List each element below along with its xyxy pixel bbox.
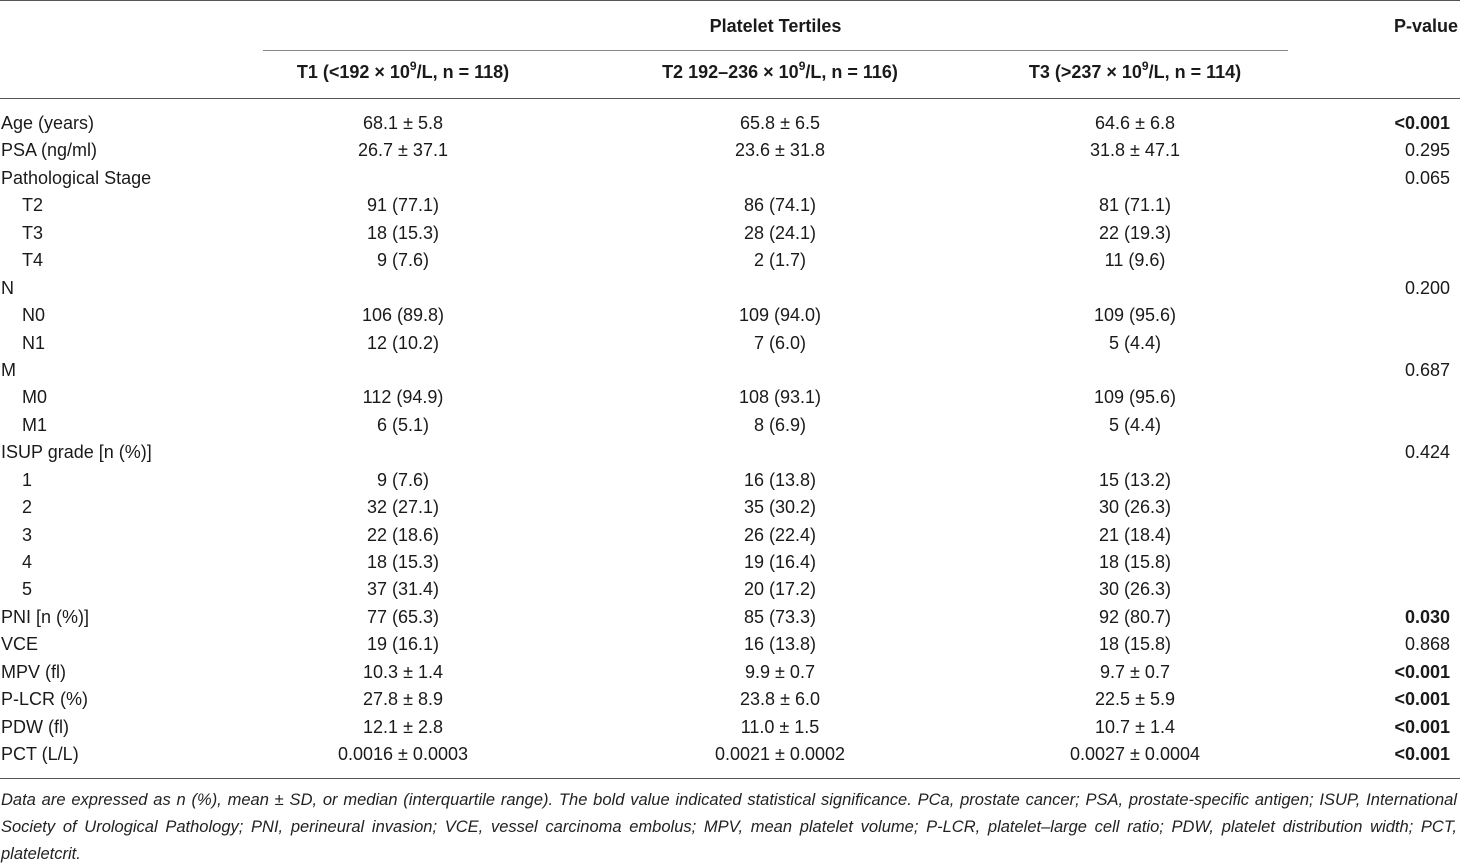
table-row bbox=[0, 137, 1460, 164]
cell-t2: 65.8 ± 6.5 bbox=[740, 113, 820, 133]
table-row bbox=[0, 247, 1460, 274]
cell-t2: 109 (94.0) bbox=[738, 305, 822, 326]
table-row bbox=[0, 714, 1460, 741]
table-row bbox=[0, 631, 1460, 658]
row-label: P-LCR (%) bbox=[1, 689, 89, 710]
cell-t1: 91 (77.1) bbox=[366, 195, 440, 216]
table-footnote: Data are expressed as n (%), mean ± SD, or median (interquartile range). The bold value indicated statistical significance. PCa, prostate cancer; PSA, prostate-specific antigen; ISUP, International Society of Urological Pathology; PNI, perineural invasion; VCE, vessel carcinoma embolus; MPV, mean platelet volume; P-LCR, platelet–large cell ratio; PDW, platelet distribution width; PCT, plateletcrit. bbox=[1, 791, 1457, 863]
cell-t2: 16 (13.8) bbox=[743, 634, 817, 655]
cell-p-value: 0.200 bbox=[1404, 277, 1450, 298]
p-value-header: P-value bbox=[1393, 16, 1458, 36]
cell-t1: 106 (89.8) bbox=[361, 305, 445, 326]
cell-t2: 23.6 ± 31.8 bbox=[735, 140, 825, 161]
cell-t1: 32 (27.1) bbox=[366, 497, 440, 518]
cell-t1: 18 (15.3) bbox=[366, 222, 440, 243]
cell-t1: 9 (7.6) bbox=[376, 250, 430, 271]
cell-t1: 9 (7.6) bbox=[376, 469, 430, 490]
column-header-t1: T1 ($<192 \times 10^9/L$, n = 118) bbox=[296, 59, 510, 82]
cell-t2: 16 (13.8) bbox=[743, 469, 817, 490]
cell-p-value: 0.295 bbox=[1404, 140, 1450, 161]
row-label: M1 bbox=[22, 414, 48, 435]
row-label: T3 bbox=[22, 222, 44, 243]
row-label: 1 bbox=[22, 469, 33, 490]
row-label: 2 bbox=[22, 497, 33, 518]
cell-t3: 109 (95.6) bbox=[1093, 387, 1177, 408]
table-row bbox=[0, 275, 1460, 302]
cell-t3: 81 (71.1) bbox=[1098, 195, 1172, 216]
cell-t3: 64.6 ± 6.8 bbox=[1095, 113, 1175, 133]
table-row bbox=[0, 330, 1460, 357]
cell-t1: 12 (10.2) bbox=[366, 332, 440, 353]
row-label: Pathological Stage bbox=[1, 167, 152, 188]
row-label: M bbox=[1, 359, 16, 380]
row-label: T4 bbox=[22, 250, 44, 271]
cell-t3: 30 (26.3) bbox=[1098, 579, 1172, 600]
cell-t3: 22 (19.3) bbox=[1098, 222, 1172, 243]
cell-t3: 9.7 ± 0.7 bbox=[1100, 661, 1170, 682]
cell-p-value: 0.868 bbox=[1404, 634, 1450, 655]
table-row bbox=[0, 576, 1460, 603]
cell-t3: 31.8 ± 47.1 bbox=[1090, 140, 1180, 161]
table-row bbox=[0, 686, 1460, 713]
cell-t1: 27.8 ± 8.9 bbox=[363, 689, 443, 710]
table-row bbox=[0, 467, 1460, 494]
cell-t2: 26 (22.4) bbox=[743, 524, 817, 545]
header-bottom-rule bbox=[0, 98, 1460, 99]
row-label: N1 bbox=[22, 332, 46, 353]
cell-t3: 5 (4.4) bbox=[1108, 414, 1162, 435]
table-row bbox=[0, 220, 1460, 247]
cell-t3: 5 (4.4) bbox=[1108, 332, 1162, 353]
cell-p-value: <0.001 bbox=[1394, 661, 1450, 682]
cell-t2: 23.8 ± 6.0 bbox=[740, 689, 820, 710]
row-label: Age (years) bbox=[1, 113, 95, 133]
cell-p-value: 0.030 bbox=[1404, 606, 1450, 627]
cell-p-value: <0.001 bbox=[1394, 716, 1450, 737]
cell-t1: 112 (94.9) bbox=[362, 387, 444, 408]
cell-p-value: <0.001 bbox=[1394, 689, 1450, 710]
cell-t2: 7 (6.0) bbox=[753, 332, 807, 353]
cell-t3: 21 (18.4) bbox=[1098, 524, 1172, 545]
column-header-t2: T2 $192-236 \times 10^9/L$, n = 116) bbox=[662, 59, 898, 82]
cell-t2: 11.0 ± 1.5 bbox=[740, 716, 820, 737]
row-label: T2 bbox=[22, 195, 44, 216]
cell-t1: 6 (5.1) bbox=[376, 414, 430, 435]
cell-t3: 22.5 ± 5.9 bbox=[1095, 689, 1175, 710]
row-label: 5 bbox=[22, 579, 33, 600]
cell-t1: 0.0016 ± 0.0003 bbox=[338, 744, 468, 765]
table-row bbox=[0, 741, 1460, 768]
cell-t2: 35 (30.2) bbox=[743, 497, 817, 518]
platelet-tertiles-header: Platelet Tertiles bbox=[709, 16, 842, 36]
cell-p-value: 0.424 bbox=[1404, 442, 1450, 463]
cell-t1: 77 (65.3) bbox=[366, 606, 440, 627]
cell-t2: 28 (24.1) bbox=[743, 222, 817, 243]
cell-t1: 37 (31.4) bbox=[366, 579, 440, 600]
table-row bbox=[0, 522, 1460, 549]
row-label: N bbox=[1, 277, 14, 298]
row-label: ISUP grade [n (%)] bbox=[1, 442, 152, 463]
cell-t2: 20 (17.2) bbox=[743, 579, 817, 600]
table-bottom-rule bbox=[0, 778, 1460, 779]
cell-t3: 109 (95.6) bbox=[1093, 305, 1177, 326]
row-label: MPV (fl) bbox=[1, 661, 66, 682]
cell-t3: 10.7 ± 1.4 bbox=[1095, 716, 1175, 737]
table-row bbox=[0, 192, 1460, 219]
table-row bbox=[0, 384, 1460, 411]
cell-t3: 30 (26.3) bbox=[1098, 497, 1172, 518]
row-label: M0 bbox=[22, 387, 48, 408]
cell-t2: 86 (74.1) bbox=[743, 195, 817, 216]
table-top-rule bbox=[0, 0, 1460, 1]
cell-p-value: 0.687 bbox=[1404, 359, 1450, 380]
group-header-underline bbox=[263, 50, 1288, 51]
cell-t3: 0.0027 ± 0.0004 bbox=[1070, 744, 1200, 765]
table-row bbox=[0, 439, 1460, 466]
cell-t3: 11 (9.6) bbox=[1104, 250, 1166, 271]
cell-t1: 19 (16.1) bbox=[366, 634, 440, 655]
cell-t1: 68.1 ± 5.8 bbox=[363, 113, 443, 133]
row-label: PNI [n (%)] bbox=[1, 606, 90, 627]
row-label: PDW (fl) bbox=[1, 716, 69, 737]
cell-p-value: <0.001 bbox=[1394, 744, 1450, 765]
cell-t2: 85 (73.3) bbox=[743, 606, 817, 627]
cell-t2: 2 (1.7) bbox=[753, 250, 807, 271]
table-row bbox=[0, 357, 1460, 384]
row-label: PSA (ng/ml) bbox=[1, 140, 98, 161]
cell-t2: 108 (93.1) bbox=[738, 387, 822, 408]
cell-t3: 15 (13.2) bbox=[1098, 469, 1172, 490]
cell-p-value: 0.065 bbox=[1404, 167, 1450, 188]
cell-p-value: <0.001 bbox=[1394, 113, 1450, 133]
table-body bbox=[0, 110, 1460, 769]
row-label: PCT (L/L) bbox=[1, 744, 79, 765]
table-row bbox=[0, 165, 1460, 192]
cell-t1: 22 (18.6) bbox=[366, 524, 440, 545]
table-row bbox=[0, 494, 1460, 521]
row-label: N0 bbox=[22, 305, 46, 326]
cell-t1: 18 (15.3) bbox=[366, 552, 440, 572]
cell-t3: 18 (15.8) bbox=[1098, 634, 1172, 655]
table-row bbox=[0, 110, 1460, 137]
cell-t3: 18 (15.8) bbox=[1098, 552, 1172, 572]
cell-t2: 9.9 ± 0.7 bbox=[745, 661, 815, 682]
table-row bbox=[0, 659, 1460, 686]
table-row bbox=[0, 302, 1460, 329]
table-row bbox=[0, 412, 1460, 439]
row-label: 4 bbox=[22, 552, 33, 572]
row-label: VCE bbox=[1, 634, 39, 655]
cell-t1: 26.7 ± 37.1 bbox=[358, 140, 448, 161]
cell-t3: 92 (80.7) bbox=[1098, 606, 1172, 627]
row-label: 3 bbox=[22, 524, 33, 545]
cell-t2: 19 (16.4) bbox=[743, 552, 817, 572]
table-row bbox=[0, 549, 1460, 576]
table-row bbox=[0, 604, 1460, 631]
cell-t2: 0.0021 ± 0.0002 bbox=[715, 744, 845, 765]
cell-t1: 10.3 ± 1.4 bbox=[363, 661, 443, 682]
cell-t2: 8 (6.9) bbox=[753, 414, 807, 435]
cell-t1: 12.1 ± 2.8 bbox=[363, 716, 443, 737]
column-header-t3: T3 ($>237 \times 10^9/L$, n = 114) bbox=[1028, 59, 1242, 82]
